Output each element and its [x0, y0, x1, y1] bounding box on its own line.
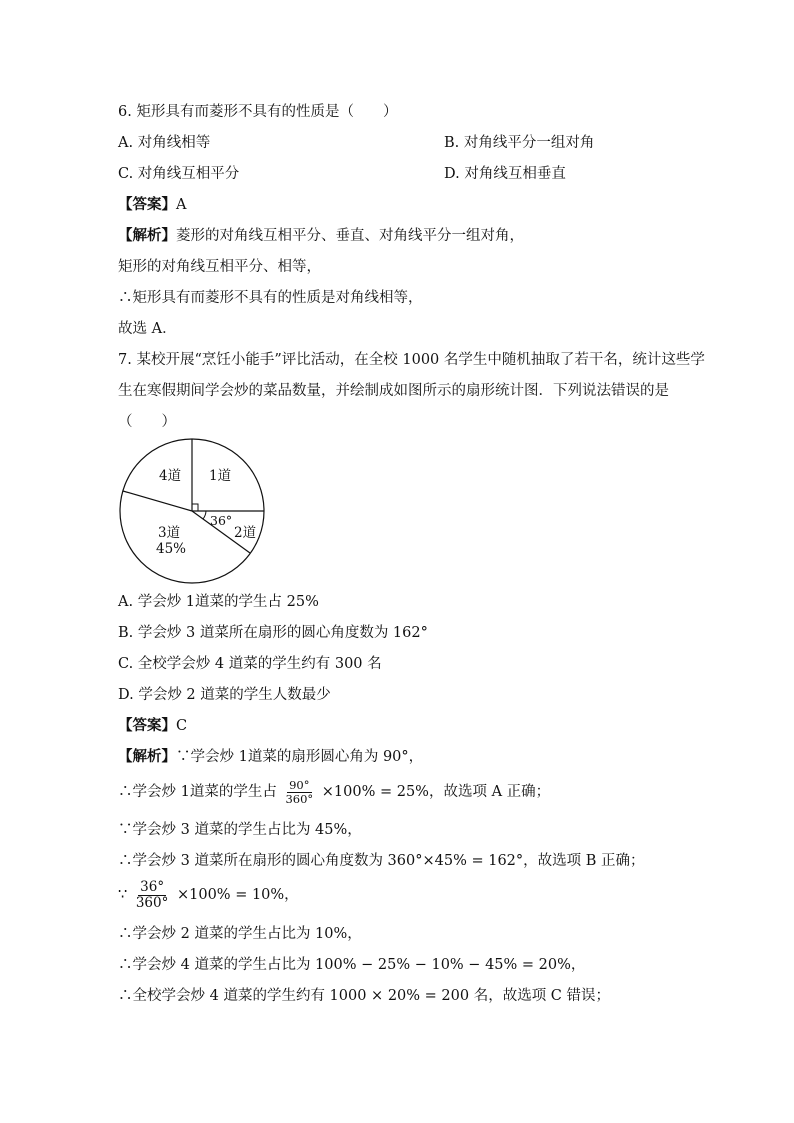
q7-analysis-7: ∴学会炒 4 道菜的学生占比为 100% − 25% − 10% − 45% = 20%， [118, 957, 586, 973]
q7-analysis-6: ∴学会炒 2 道菜的学生占比为 10%， [118, 926, 362, 942]
pie-chart [112, 433, 280, 589]
q6-option-a: A. 对角线相等 [118, 135, 211, 151]
sector-label-1: 1道 [209, 468, 232, 484]
q6-analysis-1 [118, 226, 524, 246]
q7-analysis-3: ∵学会炒 3 道菜的学生占比为 45%， [118, 822, 362, 838]
q6-analysis-4: 故选 A． [118, 321, 177, 337]
q7-analysis-4: ∴学会炒 3 道菜所在扇形的圆心角度数为 360°×45% = 162°，故选项 B 正确； [118, 853, 645, 869]
q7-option-d: D. 学会炒 2 道菜的学生人数最少 [118, 687, 331, 703]
q7-option-a: A. 学会炒 1道菜的学生占 25% [118, 594, 319, 610]
fraction-denominator: 360° [285, 791, 314, 806]
sector-label-2: 2道 [234, 525, 257, 541]
analysis-tag: 【解析】 [118, 227, 176, 244]
q7-stem-3: （ ） [118, 414, 176, 430]
q6-option-d: D. 对角线互相垂直 [444, 166, 566, 182]
fraction-numerator: 36° [140, 878, 165, 895]
answer-tag: 【答案】 [118, 196, 176, 213]
pie-divider-3 [123, 491, 192, 511]
fraction-numerator: 90° [289, 777, 310, 792]
sector-label-3-percent: 45% [156, 541, 187, 557]
q7-answer [118, 716, 187, 736]
q6-stem: 6. 矩形具有而菱形不具有的性质是（ ） [118, 104, 398, 120]
sector-label-3: 3道 [158, 525, 181, 541]
analysis-text: ∵学会炒 1道菜的扇形圆心角为 90°， [176, 749, 424, 765]
q7-stem-2: 生在寒假期间学会炒的菜品数量，并绘制成如图所示的扇形统计图．下列说法错误的是 [118, 383, 669, 399]
q7-analysis-8: ∴全校学会炒 4 道菜的学生约有 1000 × 20% = 200 名，故选项 C 错误； [118, 988, 611, 1004]
analysis-text: ∴学会炒 1道菜的学生占 [118, 784, 277, 800]
analysis-text: 菱形的对角线互相平分、垂直、对角线平分一组对角， [176, 228, 524, 244]
analysis-text: ×100% = 25%，故选项 A 正确； [321, 784, 551, 800]
fraction-denominator: 360° [135, 894, 169, 911]
answer-value: A [176, 197, 187, 213]
q6-option-c: C. 对角线互相平分 [118, 166, 240, 182]
q7-option-c: C. 全校学会炒 4 道菜的学生约有 300 名 [118, 656, 382, 672]
fraction [283, 779, 315, 806]
q7-stem-1: 7. 某校开展“烹饪小能手”评比活动，在全校 1000 名学生中随机抽取了若干名，统计这些学 [118, 352, 705, 368]
q6-analysis-3: ∴矩形具有而菱形不具有的性质是对角线相等， [118, 290, 423, 306]
right-angle-marker [192, 504, 198, 511]
q6-option-b: B. 对角线平分一组对角 [444, 135, 595, 151]
q6-analysis-2: 矩形的对角线互相平分、相等， [118, 259, 321, 275]
angle-arc [203, 511, 206, 519]
q7-analysis-2 [118, 775, 550, 809]
q7-analysis-1 [118, 747, 423, 767]
analysis-text: ×100% = 10%， [176, 887, 299, 903]
q7-option-b: B. 学会炒 3 道菜所在扇形的圆心角度数为 162° [118, 625, 428, 641]
fraction [134, 880, 171, 911]
angle-label: 36° [210, 513, 233, 528]
analysis-tag: 【解析】 [118, 748, 176, 765]
q6-answer [118, 195, 186, 215]
q7-analysis-5 [118, 875, 299, 915]
sector-label-4: 4道 [159, 468, 182, 484]
answer-tag: 【答案】 [118, 717, 176, 734]
answer-value: C [176, 718, 188, 734]
analysis-text: ∵ [118, 887, 128, 903]
